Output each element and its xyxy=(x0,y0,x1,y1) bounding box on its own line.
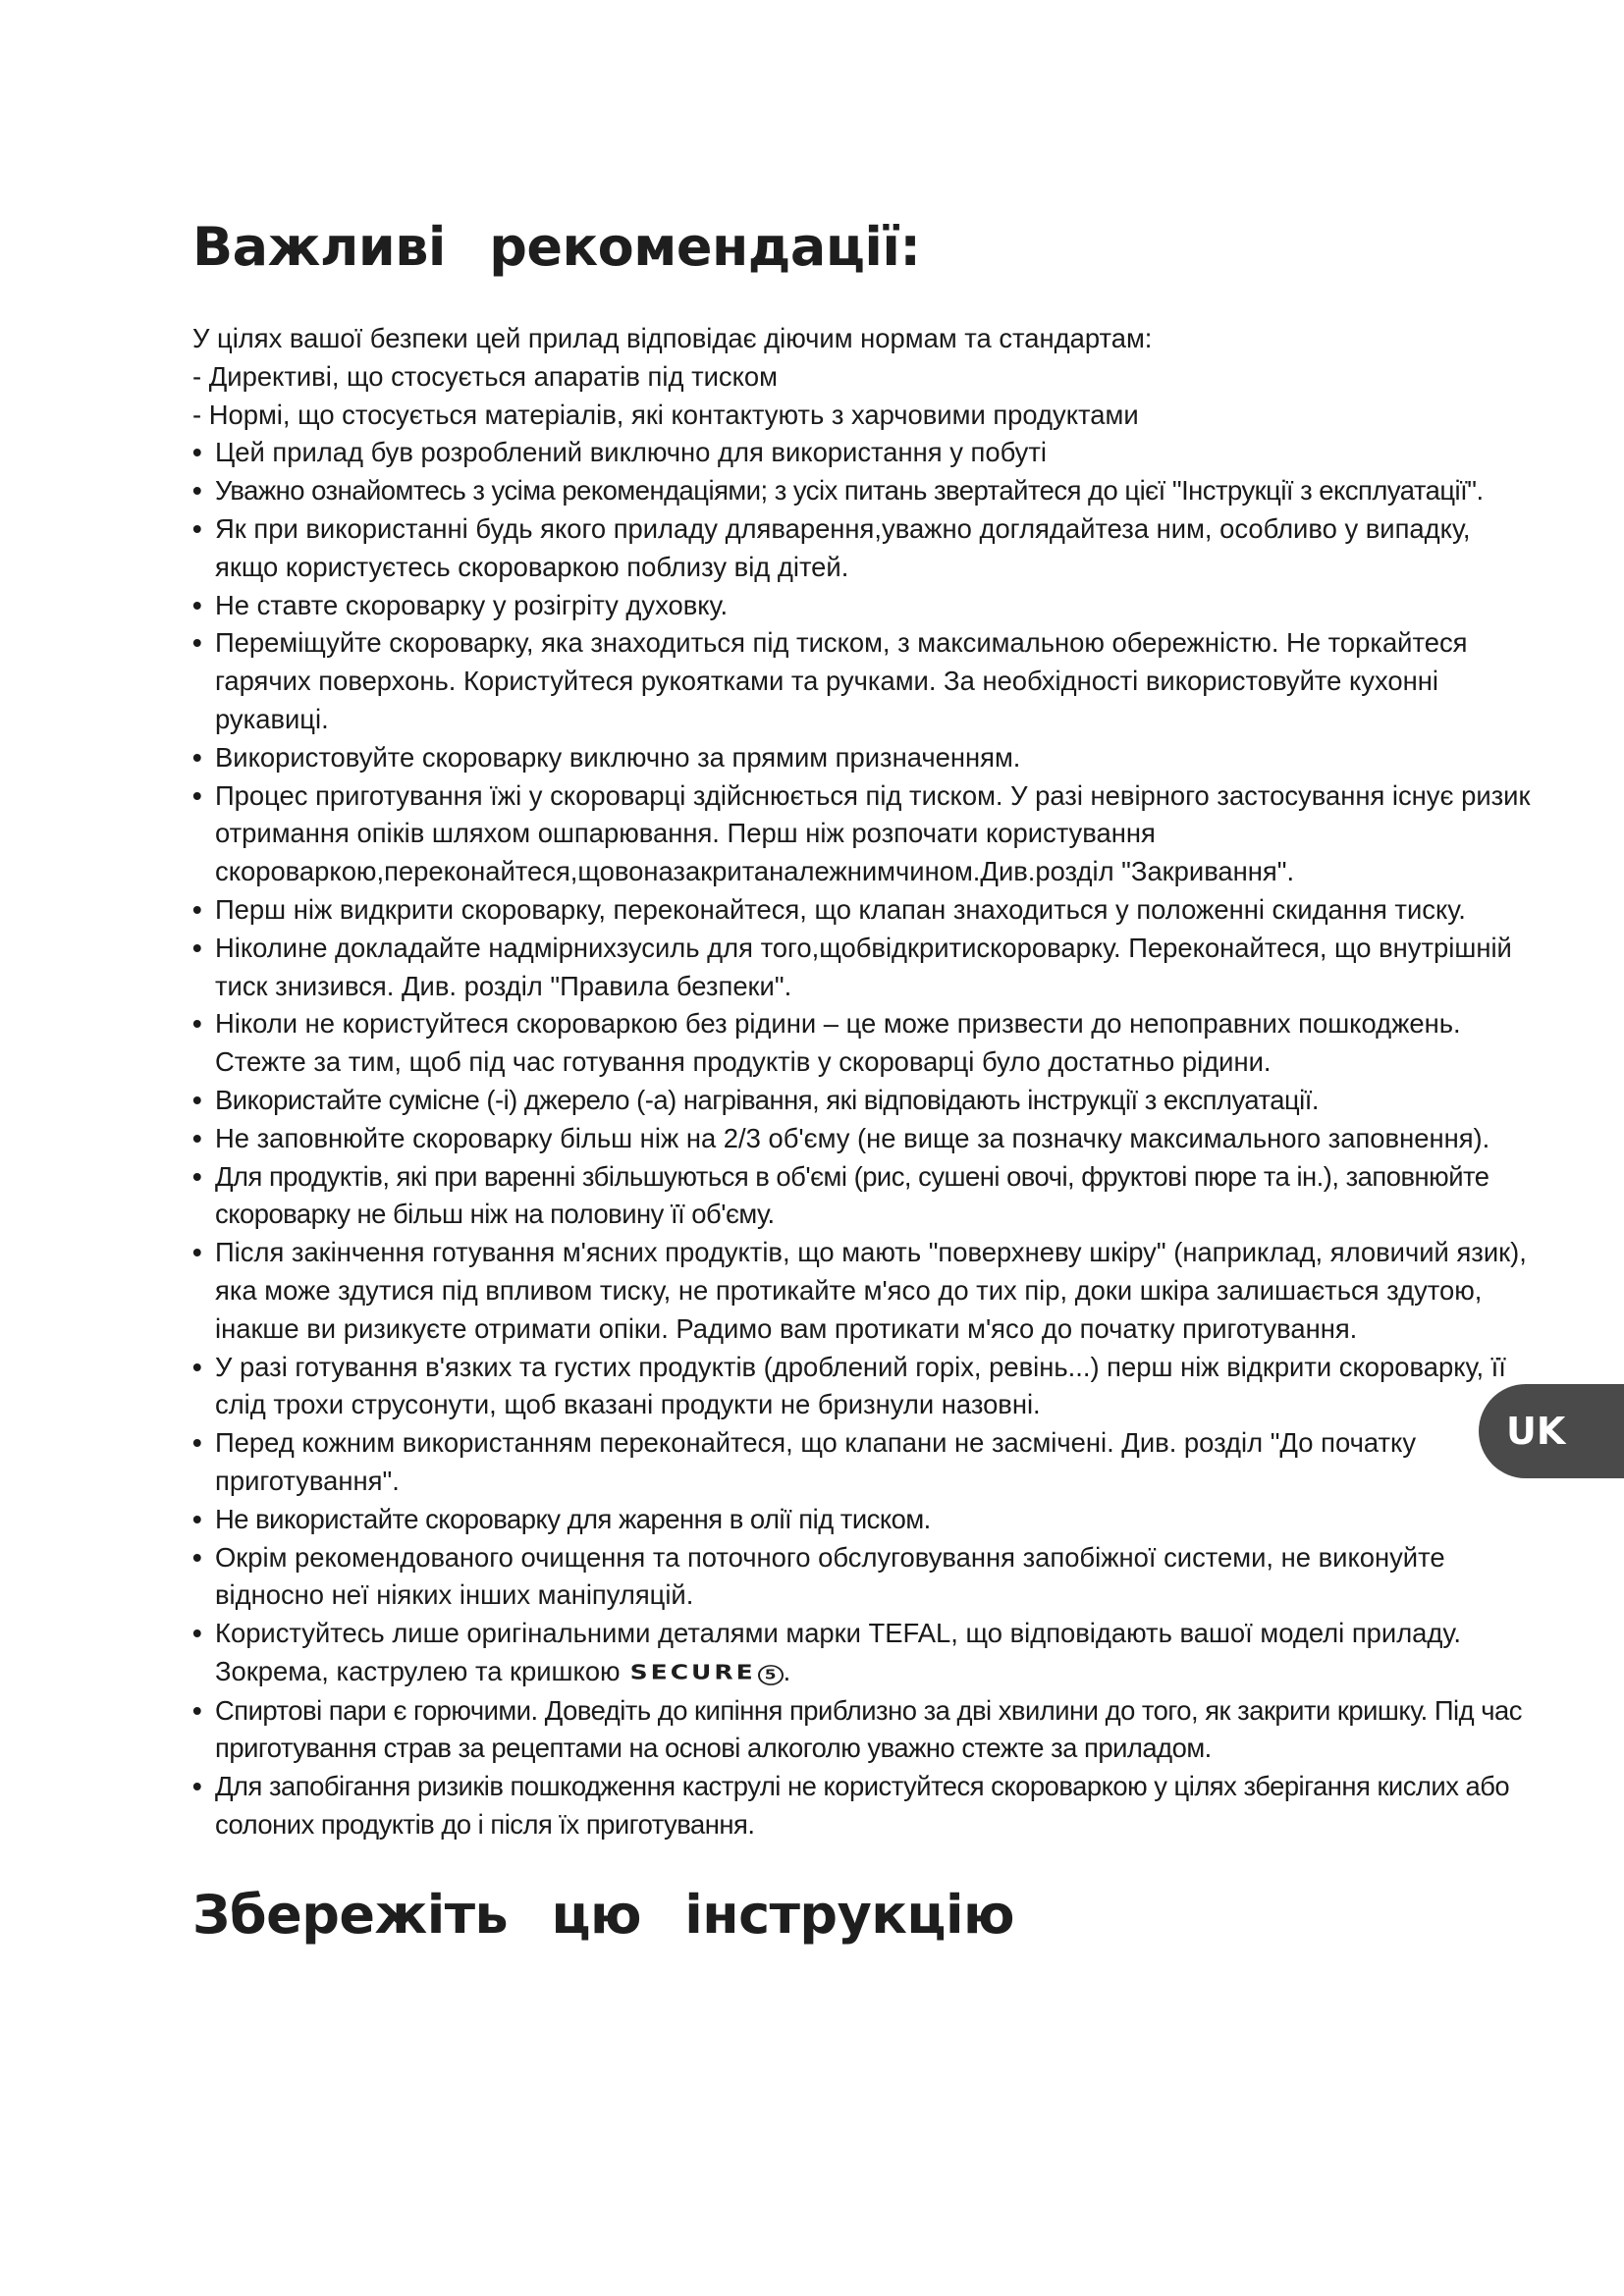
secure5-logo xyxy=(630,1658,784,1688)
list-item xyxy=(192,739,1538,777)
bullet-icon: • xyxy=(192,589,202,620)
list-item xyxy=(192,777,1538,891)
recommendations-list xyxy=(192,434,1538,1843)
list-item-trailing: . xyxy=(783,1655,791,1686)
bullet-icon: • xyxy=(192,741,202,773)
bullet-icon: • xyxy=(192,1008,202,1040)
bullet-icon: • xyxy=(192,512,202,544)
list-item-text: Для запобігання ризиків пошкодження каструлі не користуйтеся скороваркою у цілях зберігання кислих або солоних продуктів до і після їх приготування. xyxy=(215,1771,1510,1841)
bullet-icon: • xyxy=(192,1771,202,1802)
intro-line: - Директиві, що стосується апаратів під тиском xyxy=(192,360,778,392)
list-item-text: Спиртові пари є горючими. Доведіть до кипіння приблизно за дві хвилини до того, як закрити кришку. Під час приготування страв за рецептами на основі алкоголю уважно стежте за приладом. xyxy=(215,1694,1522,1764)
list-item xyxy=(192,1234,1538,1348)
list-item xyxy=(192,1158,1538,1235)
intro-line: У цілях вашої безпеки цей прилад відповідає діючим нормам та стандартам: xyxy=(192,323,1153,353)
bullet-icon: • xyxy=(192,932,202,963)
list-item xyxy=(192,1424,1538,1501)
list-item-text: Переміщуйте скороварку, яка знаходиться під тиском, з максимальною обережністю. Не торкайтеся гарячих поверхонь. Користуйтеся рукоятками та ручками. За необхідності використовуйте кухонні рукавиці. xyxy=(215,627,1468,734)
list-item xyxy=(192,624,1538,738)
list-item-text: Після закінчення готування м'ясних продуктів, що мають "поверхневу шкіру" (наприклад, яловичий язик), яка може здутися під впливом тиску, не протикайте м'ясо до тих пір, доки шкіра залишається здутою, інакше ви ризикуєте отримати опіки. Радимо вам протикати м'ясо до початку приготування. xyxy=(215,1237,1527,1344)
list-item-text: Цей прилад був розроблений виключно для використання у побуті xyxy=(215,437,1047,468)
language-tab: UK xyxy=(1479,1384,1624,1478)
bullet-icon: • xyxy=(192,1237,202,1268)
list-item xyxy=(192,1692,1538,1769)
list-item xyxy=(192,1501,1538,1539)
list-item xyxy=(192,891,1538,930)
list-item xyxy=(192,1082,1538,1120)
bullet-icon: • xyxy=(192,1541,202,1573)
list-item xyxy=(192,1615,1538,1692)
bullet-icon: • xyxy=(192,1694,202,1726)
list-item-text: Ніколине докладайте надмірнихзусиль для того,щобвідкритискороварку. Переконайтеся, що внутрішній тиск знизився. Див. розділ "Правила безпеки". xyxy=(215,932,1512,1001)
intro-line: - Нормі, що стосується матеріалів, які контактують з харчовими продуктами xyxy=(192,399,1139,430)
list-item-text: Окрім рекомендованого очищення та поточного обслуговування запобіжної системи, не виконуйте відносно неї ніяких інших маніпуляцій. xyxy=(215,1541,1445,1611)
list-item xyxy=(192,510,1538,587)
bullet-icon: • xyxy=(192,1503,202,1534)
list-item xyxy=(192,1349,1538,1425)
list-item-text: Перш ніж видкрити скороварку, переконайтеся, що клапан знаходиться у положенні скидання тиску. xyxy=(215,893,1466,925)
list-item xyxy=(192,1005,1538,1082)
bullet-icon: • xyxy=(192,893,202,925)
bullet-icon: • xyxy=(192,1427,202,1459)
list-item-text: Для продуктів, які при варенні збільшуються в об'ємі (рис, сушені овочі, фруктові пюре та ін.), заповнюйте скороварку не більш ніж на половину її об'єму. xyxy=(215,1160,1489,1230)
bullet-icon: • xyxy=(192,779,202,811)
bullet-icon: • xyxy=(192,627,202,659)
list-item xyxy=(192,1120,1538,1158)
list-item xyxy=(192,1539,1538,1616)
page-content xyxy=(192,216,1538,1947)
list-item-text: Ніколи не користуйтеся скороваркою без рідини – це може призвести до непоправних пошкоджень. Стежте за тим, щоб під час готування продуктів у скороварці було достатньо рідини. xyxy=(215,1008,1461,1078)
list-item-text: Не використайте скороварку для жарення в олії під тиском. xyxy=(215,1503,931,1534)
bullet-icon: • xyxy=(192,1618,202,1649)
list-item-text: У разі готування в'язких та густих продуктів (дроблений горіх, ревінь...) перш ніж відкрити скороварку, її слід трохи струсонути, щоб вказані продукти не бризнули назовні. xyxy=(215,1351,1506,1420)
bullet-icon: • xyxy=(192,475,202,507)
list-item xyxy=(192,587,1538,625)
list-item-text: Процес приготування їжі у скороварці здійснюється під тиском. У разі невірного застосування існує ризик отримання опіків шляхом ошпарювання. Перш ніж розпочати користування скороваркою,переконайтеся,щовоназакританалежнимчином.Див.розділ "Закривання". xyxy=(215,779,1531,887)
intro-block xyxy=(192,320,1538,434)
secure-logo-number: 5 xyxy=(758,1665,784,1685)
list-item xyxy=(192,1768,1538,1844)
bullet-icon: • xyxy=(192,437,202,468)
list-item-text: Використайте сумісне (-і) джерело (-а) нагрівання, які відповідають інструкції з експлуатації. xyxy=(215,1084,1319,1115)
list-item-text: Уважно ознайомтесь з усіма рекомендаціями; з усіх питань звертайтеся до цієї "Інструкції з експлуатації". xyxy=(215,475,1484,507)
list-item-text: Використовуйте скороварку виключно за прямим призначенням. xyxy=(215,741,1021,773)
bullet-icon: • xyxy=(192,1084,202,1115)
bullet-icon: • xyxy=(192,1160,202,1192)
bullet-icon: • xyxy=(192,1122,202,1153)
list-item-text: Користуйтесь лише оригінальними деталями марки TEFAL, що відповідають вашої моделі приладу. Зокрема, каструлею та кришкою xyxy=(215,1618,1461,1686)
list-item-text: Перед кожним використанням переконайтеся, що клапани не засмічені. Див. розділ "До початку приготування". xyxy=(215,1427,1417,1496)
bullet-icon: • xyxy=(192,1351,202,1382)
list-item xyxy=(192,472,1538,510)
list-item xyxy=(192,930,1538,1006)
list-item-text: Як при використанні будь якого приладу дляварення,уважно доглядайтеза ним, особливо у випадку, якщо користуєтесь скороваркою поблизу від дітей. xyxy=(215,512,1471,582)
list-item-text: Не ставте скороварку у розігріту духовку. xyxy=(215,589,729,620)
list-item xyxy=(192,434,1538,472)
page-title: Важливі рекомендації: xyxy=(192,216,921,278)
list-item-text: Не заповнюйте скороварку більш ніж на 2/3 об'єму (не вище за позначку максимального заповнення). xyxy=(215,1122,1490,1153)
footer-title: Збережіть цю інструкцію xyxy=(192,1883,1014,1946)
secure-logo-text: SECURE xyxy=(629,1660,756,1684)
